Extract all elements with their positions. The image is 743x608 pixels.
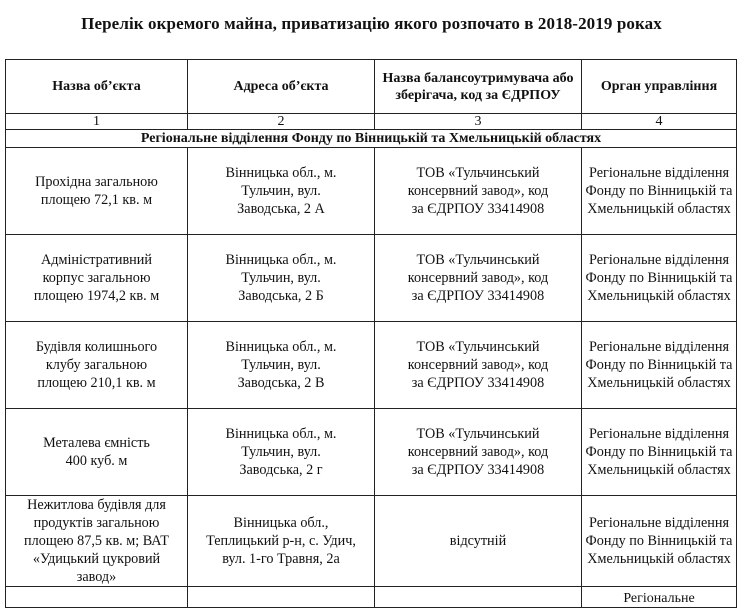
table-row — [6, 235, 737, 322]
cell-authority: Регіональне відділення Фонду по Вінницькій та Хмельницькій областях — [582, 322, 737, 409]
cell-object-address: Вінницька обл., м. Тульчин, вул. Заводська, 2 г — [188, 409, 375, 496]
cell-object-address: Вінницька обл., м. Тульчин, вул. Заводська, 2 А — [188, 148, 375, 235]
cell-authority: Регіональне відділення Фонду по Вінницькій та Хмельницькій областях — [582, 235, 737, 322]
header-holder: Назва балансоутримувача або зберігача, код за ЄДРПОУ — [375, 60, 582, 114]
cell-empty — [6, 587, 188, 608]
header-object-name: Назва об’єкта — [6, 60, 188, 114]
cell-object-address: Вінницька обл., м. Тульчин, вул. Заводська, 2 В — [188, 322, 375, 409]
cell-empty — [375, 587, 582, 608]
column-number: 1 — [6, 114, 188, 130]
cell-object-name: Прохідна загальною площею 72,1 кв. м — [6, 148, 188, 235]
cell-holder: відсутній — [375, 496, 582, 587]
cell-holder: ТОВ «Тульчинський консервний завод», код за ЄДРПОУ 33414908 — [375, 148, 582, 235]
table-row — [6, 496, 737, 587]
table-row-partial — [6, 587, 737, 608]
cell-authority: Регіональне відділення Фонду по Вінницькій та Хмельницькій областях — [582, 409, 737, 496]
header-authority: Орган управління — [582, 60, 737, 114]
table-row — [6, 322, 737, 409]
cell-holder: ТОВ «Тульчинський консервний завод», код за ЄДРПОУ 33414908 — [375, 322, 582, 409]
table-header-row — [6, 60, 737, 114]
table-row — [6, 409, 737, 496]
cell-object-name: Нежитлова будівля для продуктів загальною площею 87,5 кв. м; ВАТ «Удицький цукровий завод» — [6, 496, 188, 587]
cell-authority: Регіональне відділення Фонду по Вінницькій та Хмельницькій областях — [582, 496, 737, 587]
column-number: 4 — [582, 114, 737, 130]
cell-object-name: Адміністративний корпус загальною площею 1974,2 кв. м — [6, 235, 188, 322]
page-title: Перелік окремого майна, приватизацію якого розпочато в 2018-2019 роках — [81, 14, 662, 33]
cell-authority-partial — [582, 587, 737, 608]
column-number: 3 — [375, 114, 582, 130]
cell-authority: Регіональне відділення Фонду по Вінницькій та Хмельницькій областях — [582, 148, 737, 235]
header-object-address: Адреса об’єкта — [188, 60, 375, 114]
table-row — [6, 148, 737, 235]
cell-object-name: Металева ємність 400 куб. м — [6, 409, 188, 496]
cell-object-name: Будівля колишнього клубу загальною площею 210,1 кв. м — [6, 322, 188, 409]
column-number-row — [6, 114, 737, 130]
cut-off-text: Регіональне — [623, 591, 695, 604]
cell-holder: ТОВ «Тульчинський консервний завод», код за ЄДРПОУ 33414908 — [375, 235, 582, 322]
cell-holder: ТОВ «Тульчинський консервний завод», код за ЄДРПОУ 33414908 — [375, 409, 582, 496]
property-table — [5, 59, 737, 608]
cell-object-address: Вінницька обл., Теплицький р-н, с. Удич, вул. 1-го Травня, 2а — [188, 496, 375, 587]
region-row — [6, 130, 737, 148]
column-number: 2 — [188, 114, 375, 130]
cell-object-address: Вінницька обл., м. Тульчин, вул. Заводська, 2 Б — [188, 235, 375, 322]
cell-empty — [188, 587, 375, 608]
region-heading: Регіональне відділення Фонду по Вінницькій та Хмельницькій областях — [6, 130, 737, 148]
